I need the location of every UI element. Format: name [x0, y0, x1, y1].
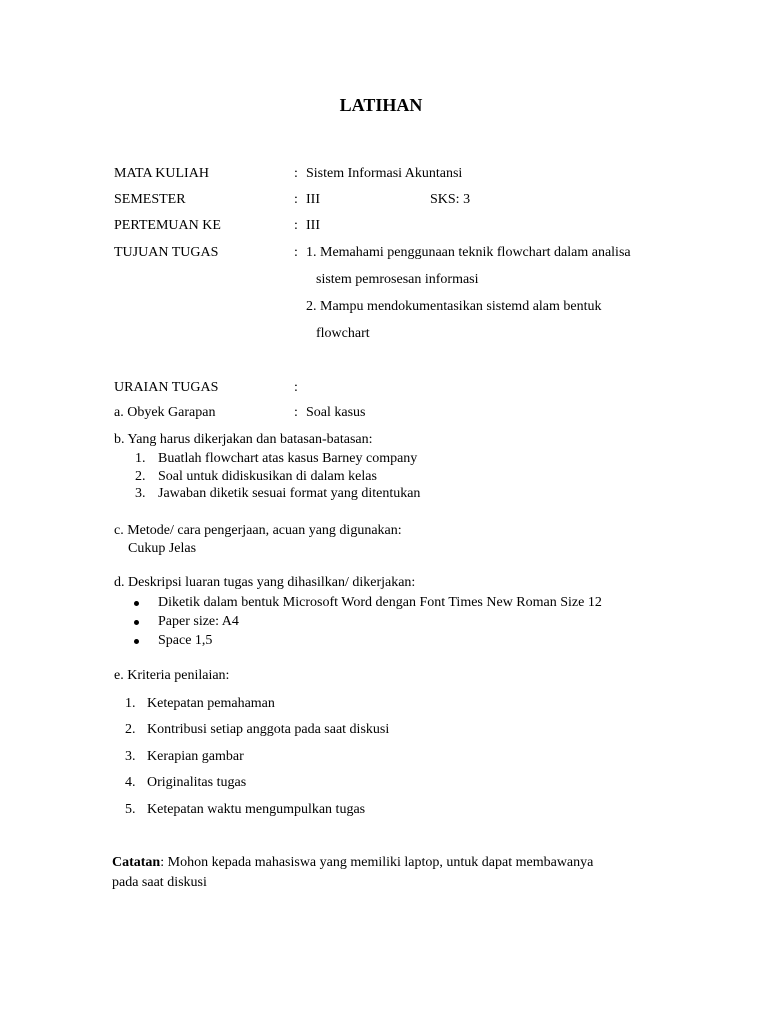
bullet-item-text: Space 1,5 — [158, 633, 213, 648]
criteria-item-number: 4. — [125, 775, 136, 790]
pertemuan-label: PERTEMUAN KE — [114, 218, 221, 233]
list-item-number: 3. — [135, 486, 146, 501]
criteria-item-number: 5. — [125, 802, 136, 817]
bullet-item-text: Paper size: A4 — [158, 614, 239, 629]
tujuan-item-text-cont: flowchart — [316, 326, 370, 341]
list-item-text: Buatlah flowchart atas kasus Barney company — [158, 451, 418, 466]
tujuan-item-number: 2. — [306, 299, 317, 314]
list-item-text: Soal untuk didiskusikan di dalam kelas — [158, 469, 377, 484]
page-title: LATIHAN — [339, 95, 423, 115]
tujuan-item-text: Mampu mendokumentasikan sistemd alam bentuk — [320, 299, 602, 314]
catatan-text: : Mohon kepada mahasiswa yang memiliki laptop, untuk dapat membawanya — [160, 855, 594, 870]
obyek-garapan-label: a. Obyek Garapan — [114, 405, 216, 420]
tujuan-label: TUJUAN TUGAS — [114, 245, 219, 260]
criteria-item-number: 2. — [125, 722, 136, 737]
section-e-heading: e. Kriteria penilaian: — [114, 668, 230, 683]
list-item-text: Jawaban diketik sesuai format yang ditentukan — [158, 486, 421, 501]
list-item-number: 2. — [135, 469, 146, 484]
mata-kuliah-colon: : — [294, 166, 298, 181]
uraian-tugas-colon: : — [294, 380, 298, 395]
uraian-tugas-label: URAIAN TUGAS — [114, 380, 219, 395]
criteria-item-number: 3. — [125, 749, 136, 764]
criteria-item-text: Ketepatan pemahaman — [147, 696, 275, 711]
catatan-text-cont: pada saat diskusi — [112, 875, 207, 890]
bullet-item-text: Diketik dalam bentuk Microsoft Word dengan Font Times New Roman Size 12 — [158, 595, 602, 610]
criteria-item-text: Originalitas tugas — [147, 775, 247, 790]
bullet-icon — [134, 620, 139, 625]
obyek-garapan-colon: : — [294, 405, 298, 420]
section-d-heading: d. Deskripsi luaran tugas yang dihasilkan/ dikerjakan: — [114, 575, 416, 590]
list-item-number: 1. — [135, 451, 146, 466]
criteria-item-text: Ketepatan waktu mengumpulkan tugas — [147, 802, 366, 817]
tujuan-colon: : — [294, 245, 298, 260]
section-c-heading: c. Metode/ cara pengerjaan, acuan yang digunakan: — [114, 523, 402, 538]
criteria-item-text: Kerapian gambar — [147, 749, 244, 764]
criteria-item-text: Kontribusi setiap anggota pada saat diskusi — [147, 722, 390, 737]
semester-label: SEMESTER — [114, 192, 186, 207]
bullet-icon — [134, 639, 139, 644]
tujuan-item-number: 1. — [306, 245, 317, 260]
criteria-item-number: 1. — [125, 696, 136, 711]
obyek-garapan-value: Soal kasus — [306, 405, 366, 420]
section-c-text: Cukup Jelas — [128, 541, 197, 556]
mata-kuliah-value: Sistem Informasi Akuntansi — [306, 166, 463, 181]
tujuan-item-text: Memahami penggunaan teknik flowchart dalam analisa — [320, 245, 631, 260]
section-b-heading: b. Yang harus dikerjakan dan batasan-batasan: — [114, 432, 373, 447]
sks-value: SKS: 3 — [430, 192, 471, 207]
mata-kuliah-label: MATA KULIAH — [114, 166, 209, 181]
tujuan-item-text-cont: sistem pemrosesan informasi — [316, 272, 479, 287]
bullet-icon — [134, 601, 139, 606]
semester-value: III — [306, 192, 320, 207]
semester-colon: : — [294, 192, 298, 207]
pertemuan-colon: : — [294, 218, 298, 233]
pertemuan-value: III — [306, 218, 320, 233]
catatan-label: Catatan — [112, 855, 161, 870]
catatan-line — [112, 856, 593, 870]
